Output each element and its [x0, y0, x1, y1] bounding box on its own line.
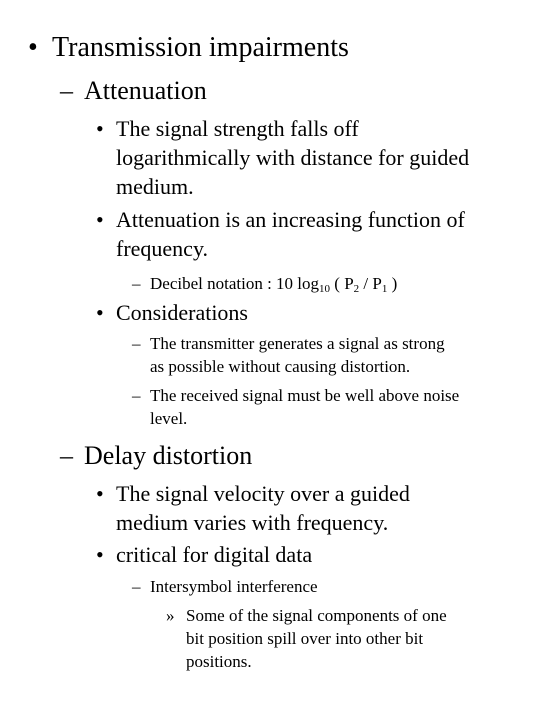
- detail-line: bit position spill over into other bit: [186, 629, 424, 648]
- considerations-label: Considerations: [116, 300, 248, 325]
- point-line: medium.: [116, 174, 194, 199]
- dash-icon: –: [132, 274, 141, 293]
- attenuation-point-2: [96, 205, 465, 263]
- consideration-item-1: [132, 332, 445, 378]
- bullet-icon: •: [96, 207, 104, 232]
- considerations: [96, 298, 248, 327]
- consideration-line: as possible without causing distortion.: [150, 357, 411, 376]
- consideration-line: The received signal must be well above noise: [150, 386, 460, 405]
- delay-point-1: [96, 479, 410, 537]
- dash-icon: –: [132, 577, 141, 596]
- p1-subscript: 1: [381, 283, 388, 295]
- decibel-open: ( P: [330, 274, 354, 293]
- decibel-slash: / P: [359, 274, 382, 293]
- decibel-close: ): [387, 274, 398, 293]
- p2-subscript: 2: [353, 283, 360, 295]
- attenuation-heading-text: Attenuation: [84, 76, 207, 105]
- point-line: frequency.: [116, 236, 209, 261]
- isi-detail: [166, 604, 447, 673]
- bullet-icon: •: [96, 481, 104, 506]
- chevron-right-icon: »: [166, 606, 175, 625]
- bullet-icon: •: [96, 542, 104, 567]
- point-line: logarithmically with distance for guided: [116, 145, 470, 170]
- bullet-icon: •: [96, 300, 104, 325]
- consideration-line: level.: [150, 409, 188, 428]
- intersymbol-label: Intersymbol interference: [150, 577, 318, 596]
- decibel-formula: [150, 272, 397, 295]
- point-line: medium varies with frequency.: [116, 510, 389, 535]
- delay-point-2: [96, 540, 312, 569]
- attenuation-point-1: [96, 114, 469, 201]
- consideration-line: The transmitter generates a signal as strong: [150, 334, 445, 353]
- decibel-prefix: Decibel notation : 10 log: [150, 274, 320, 293]
- attenuation-heading: [60, 76, 207, 106]
- decibel-notation: [132, 272, 397, 295]
- dash-icon: –: [132, 386, 141, 405]
- delay-heading: [60, 441, 252, 471]
- dash-icon: –: [60, 76, 73, 105]
- bullet-icon: •: [28, 32, 38, 63]
- detail-line: positions.: [186, 652, 252, 671]
- slide-title: [28, 32, 349, 64]
- detail-line: Some of the signal components of one: [186, 606, 447, 625]
- log-base: 10: [319, 283, 331, 295]
- title-text: Transmission impairments: [52, 32, 349, 63]
- point-line: The signal velocity over a guided: [116, 481, 410, 506]
- bullet-icon: •: [96, 116, 104, 141]
- point-line: critical for digital data: [116, 542, 313, 567]
- point-line: Attenuation is an increasing function of: [116, 207, 465, 232]
- point-line: The signal strength falls off: [116, 116, 359, 141]
- dash-icon: –: [60, 441, 73, 470]
- consideration-item-2: [132, 384, 459, 430]
- delay-heading-text: Delay distortion: [84, 441, 253, 470]
- intersymbol-interference: [132, 575, 318, 598]
- dash-icon: –: [132, 334, 141, 353]
